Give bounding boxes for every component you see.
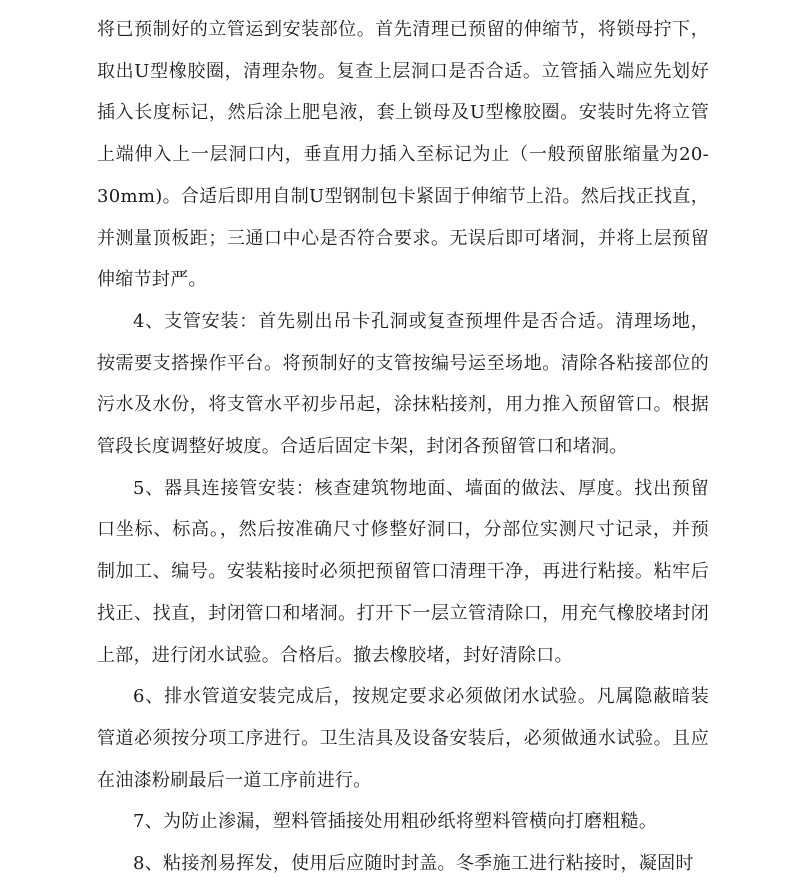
paragraph-fixture-connection: 5、器具连接管安装：核查建筑物地面、墙面的做法、厚度。找出预留口坐标、标高。，然后按准确尺寸修整好洞口，分部位实测尺寸记录，并预制加工、编号。安装粘接时必须把预留管口清理干净，再进行粘接。粘牢后找正、找直，封闭管口和堵洞。打开下一层立管清除口，用充气橡胶堵封闭上部，进行闭水试验。合格后。撤去橡胶堵，封好清除口。 [97, 477, 709, 666]
paragraph-leak-prevention: 7、为防止渗漏，塑料管插接处用粗砂纸将塑料管横向打磨粗糙。 [133, 811, 658, 833]
paragraph-adhesive-note: 8、粘接剂易挥发，使用后应随时封盖。冬季施工进行粘接时，凝固时 [133, 853, 694, 875]
paragraph-closed-water-test: 6、排水管道安装完成后，按规定要求必须做闭水试验。凡属隐蔽暗装管道必须按分项工序进行。卫生洁具及设备安装后，必须做通水试验。且应在油漆粉刷最后一道工序前进行。 [97, 686, 709, 791]
paragraph-branch-pipe-installation: 4、支管安装：首先剔出吊卡孔洞或复查预埋件是否合适。清理场地，按需要支搭操作平台。将预制好的支管按编号运至场地。清除各粘接部位的污水及水份，将支管水平初步吊起，涂抹粘接剂，用力推入预留管口。根据管段长度调整好坡度。合适后固定卡架，封闭各预留管口和堵洞。 [97, 310, 709, 458]
document-body [97, 9, 709, 881]
paragraph-riser-installation: 将已预制好的立管运到安装部位。首先清理已预留的伸缩节，将锁母拧下，取出U型橡胶圈，清理杂物。复查上层洞口是否合适。立管插入端应先划好插入长度标记，然后涂上肥皂液，套上锁母及U型橡胶圈。安装时先将立管上端伸入上一层洞口内，垂直用力插入至标记为止（一般预留胀缩量为20-30mm)。合适后即用自制U型钢制包卡紧固于伸缩节上沿。然后找正找直，并测量顶板距；三通口中心是否符合要求。无误后即可堵洞，并将上层预留伸缩节封严。 [97, 19, 709, 291]
